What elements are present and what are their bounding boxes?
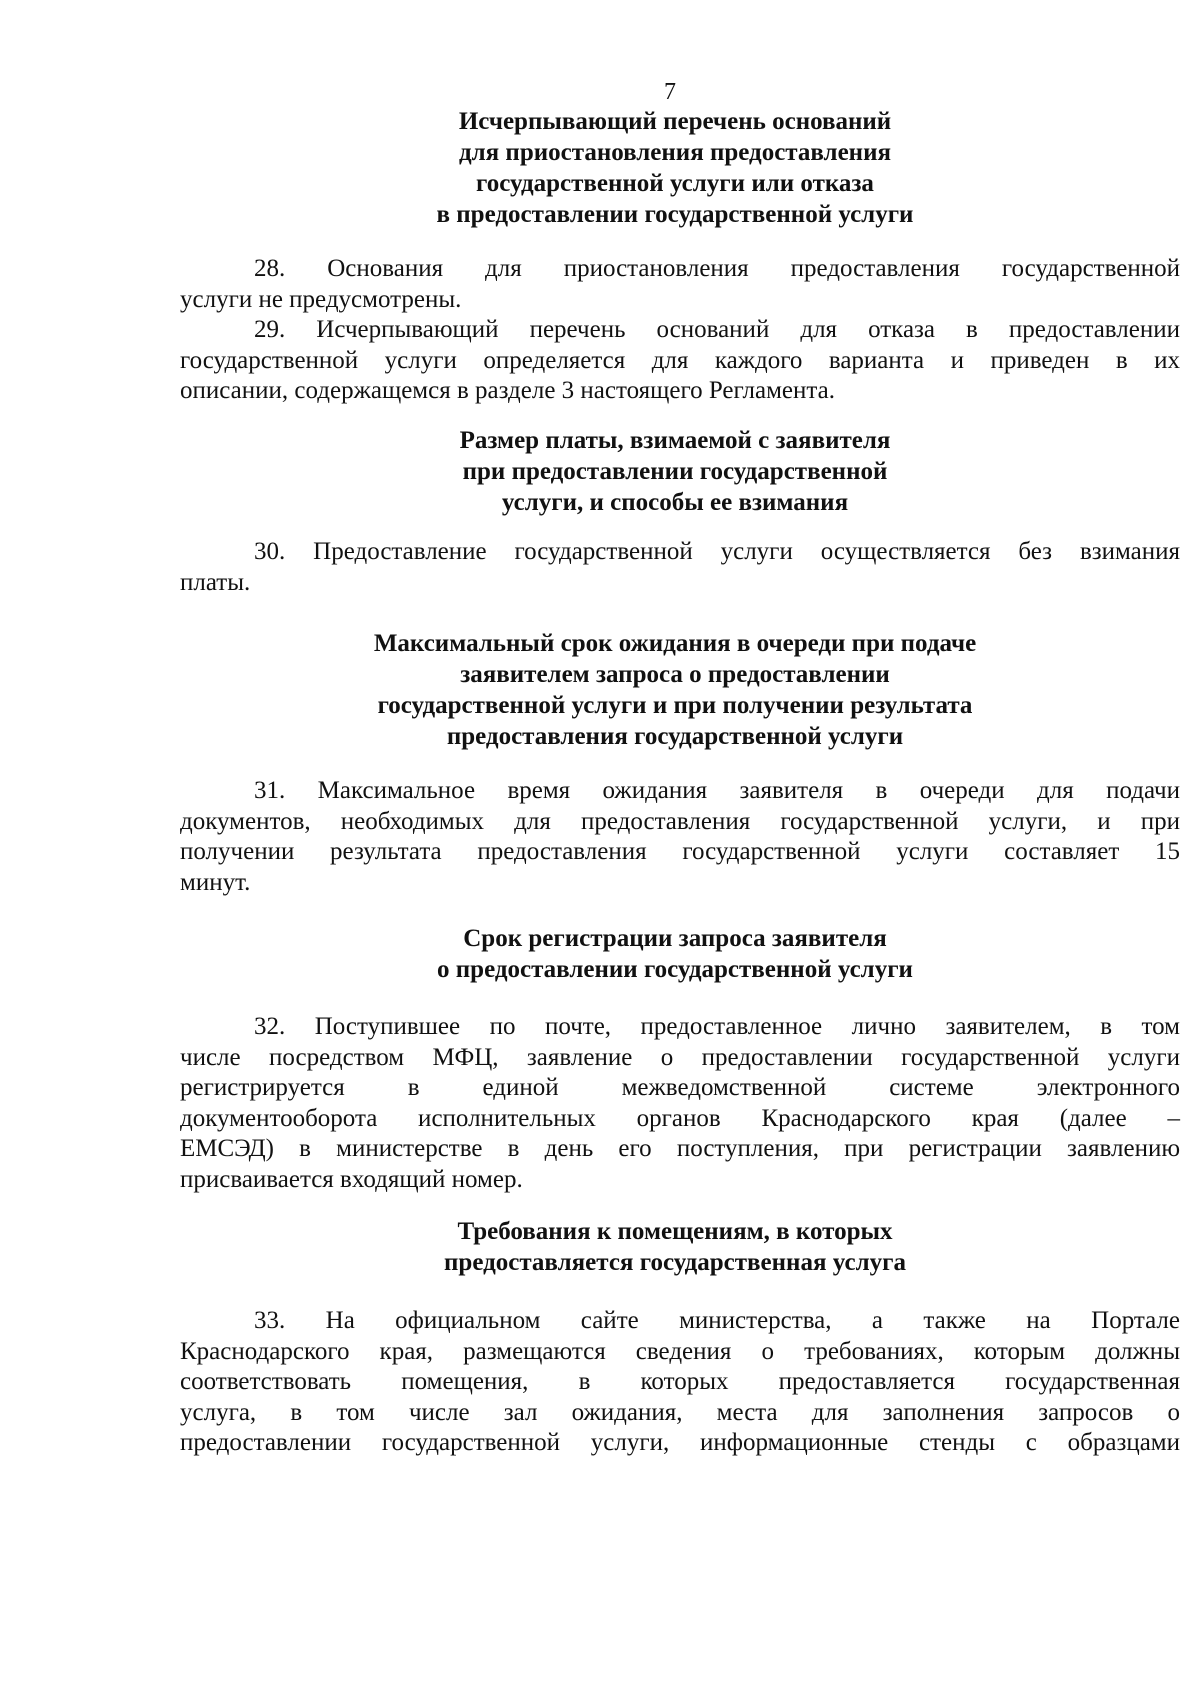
paragraph-31 (180, 776, 1180, 898)
paragraph-line: платы. (180, 568, 251, 596)
heading-line: о предоставлении государственной услуги (437, 956, 913, 983)
paragraph-line: 32. Поступившее по почте, предоставленное лично заявителем, в том (254, 1013, 1180, 1040)
heading-line: Требования к помещениям, в которых (457, 1218, 893, 1245)
paragraph-30 (180, 537, 1180, 598)
paragraph-line: минут. (180, 868, 251, 896)
section-heading (0, 628, 1200, 752)
section-heading (0, 425, 1200, 518)
paragraph-33 (180, 1306, 1180, 1459)
heading-line: государственной услуги и при получении результата (377, 692, 973, 719)
heading-line: в предоставлении государственной услуги (436, 201, 914, 228)
heading-line: предоставления государственной услуги (446, 723, 904, 750)
heading-line: заявителем запроса о предоставлении (460, 661, 890, 688)
paragraph-line: документов, необходимых для предоставления государственной услуги, и при (180, 807, 1180, 835)
heading-line: предоставляется государственная услуга (444, 1249, 906, 1276)
paragraph-line: услуги не предусмотрены. (180, 285, 462, 313)
paragraph-line: Краснодарского края, размещаются сведения о требованиях, которым должны (180, 1337, 1180, 1365)
heading-line: Исчерпывающий перечень оснований (458, 108, 892, 135)
paragraph-line: ЕМСЭД) в министерстве в день его поступления, при регистрации заявлению (180, 1135, 1180, 1162)
heading-line: Максимальный срок ожидания в очереди при подаче (373, 630, 977, 657)
paragraph-line: описании, содержащемся в разделе 3 настоящего Регламента. (180, 377, 835, 404)
paragraph-line: документооборота исполнительных органов Краснодарского края (далее – (180, 1104, 1180, 1132)
paragraph-28 (180, 254, 1180, 315)
heading-line: услуги, и способы ее взимания (501, 489, 849, 516)
paragraph-line: 31. Максимальное время ожидания заявителя в очереди для подачи (254, 777, 1180, 804)
paragraph-29 (180, 315, 1180, 407)
paragraph-line: предоставлении государственной услуги, информационные стенды с образцами (180, 1429, 1180, 1456)
paragraph-line: 28. Основания для приостановления предоставления государственной (254, 255, 1180, 282)
paragraph-line: присваивается входящий номер. (180, 1165, 523, 1193)
page-number: 7 (664, 79, 676, 105)
section-heading (0, 1216, 1200, 1278)
paragraph-32 (180, 1012, 1180, 1195)
paragraph-line: 33. На официальном сайте министерства, а также на Портале (254, 1307, 1180, 1334)
section-heading (0, 106, 1200, 230)
heading-line: государственной услуги или отказа (476, 170, 874, 197)
paragraph-line: услуга, в том числе зал ожидания, места для заполнения запросов о (180, 1398, 1180, 1426)
heading-line: Срок регистрации запроса заявителя (463, 925, 887, 952)
section-heading (0, 923, 1200, 985)
paragraph-line: получении результата предоставления государственной услуги составляет 15 (180, 838, 1180, 865)
paragraph-line: 30. Предоставление государственной услуги осуществляется без взимания (254, 538, 1180, 565)
paragraph-line: 29. Исчерпывающий перечень оснований для отказа в предоставлении (254, 316, 1180, 343)
heading-line: Размер платы, взимаемой с заявителя (459, 427, 891, 454)
heading-line: при предоставлении государственной (462, 458, 888, 485)
heading-line: для приостановления предоставления (458, 139, 892, 166)
paragraph-line: государственной услуги определяется для каждого варианта и приведен в их (180, 346, 1180, 374)
paragraph-line: соответствовать помещения, в которых предоставляется государственная (180, 1368, 1180, 1395)
paragraph-line: числе посредством МФЦ, заявление о предоставлении государственной услуги (180, 1043, 1180, 1071)
paragraph-line: регистрируется в единой межведомственной системе электронного (180, 1074, 1180, 1101)
